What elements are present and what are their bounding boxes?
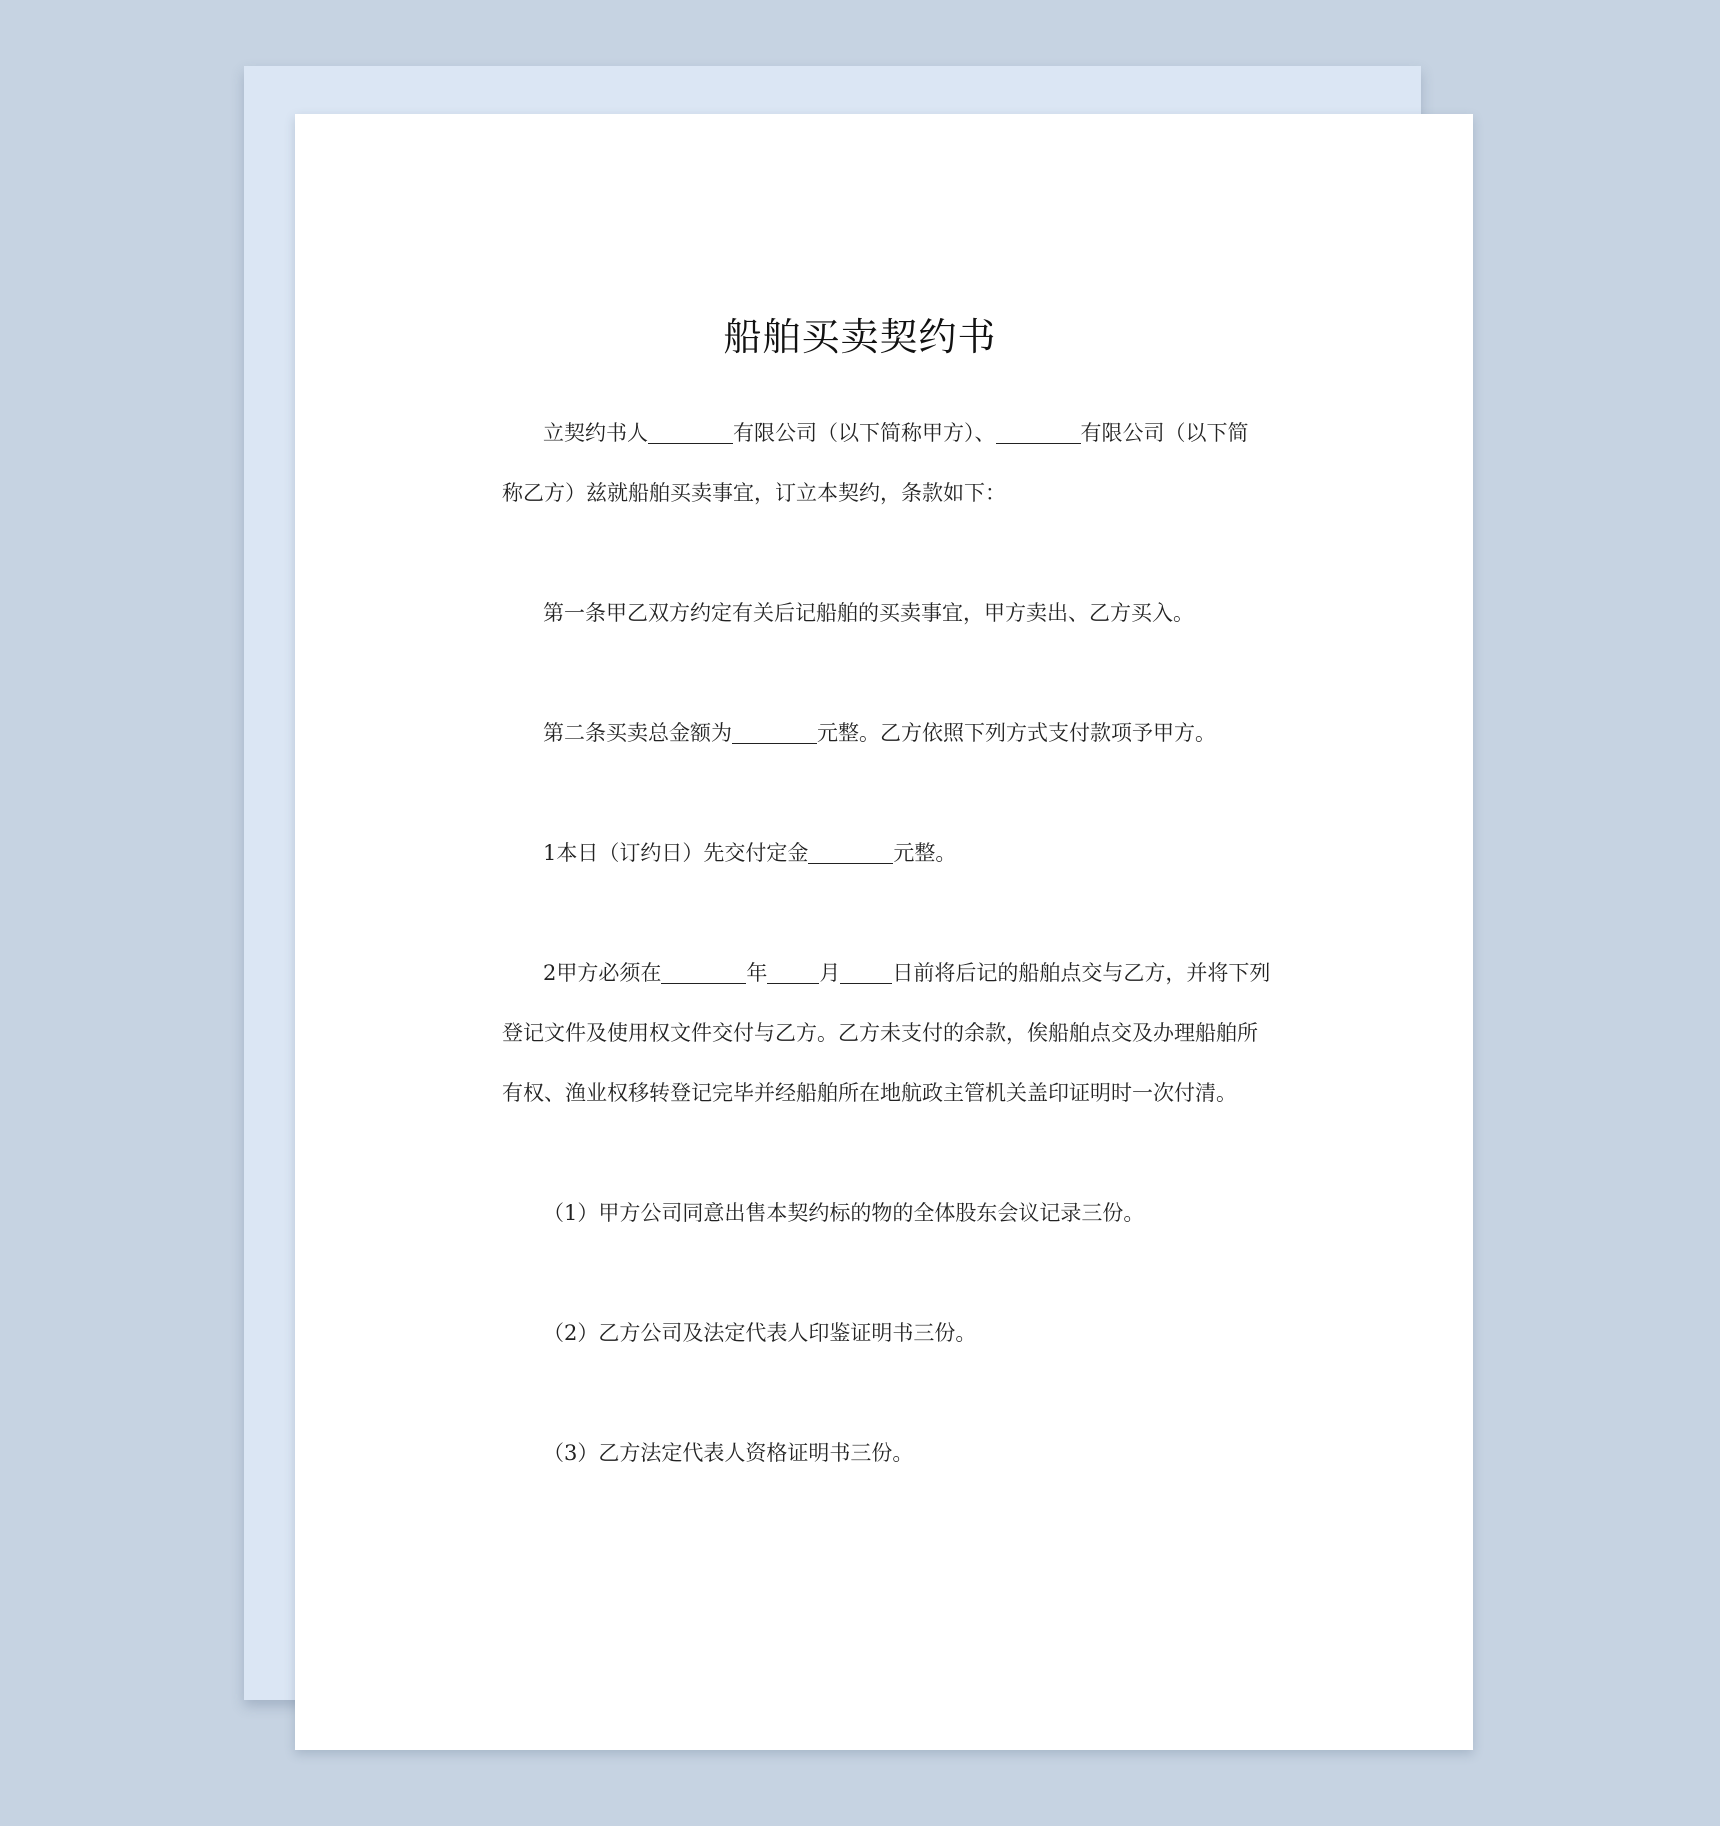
item-2-text-d: 日前将后记的船舶点交与乙方，并将下列 [892,961,1271,985]
article-1: 第一条甲乙双方约定有关后记船舶的买卖事宜，甲方卖出、乙方买入。 [543,601,1194,625]
sub-item-2: （2）乙方公司及法定代表人印鉴证明书三份。 [543,1321,977,1345]
sub-item-3: （3）乙方法定代表人资格证明书三份。 [543,1441,914,1465]
intro-text-b: 有限公司（以下简称甲方）、 [733,421,996,445]
intro-line-1 [543,418,1249,448]
item-2-line-3: 有权、渔业权移转登记完毕并经船舶所在地航政主管机关盖印证明时一次付清。 [502,1081,1237,1105]
article-2-text-a: 第二条买卖总金额为 [543,721,732,745]
intro-line-2: 称乙方）兹就船舶买卖事宜，订立本契约，条款如下： [502,481,1006,505]
article-2-text-b: 元整。乙方依照下列方式支付款项予甲方。 [817,721,1216,745]
party-a-blank [648,423,733,444]
month-label: 月 [819,961,841,985]
item-1 [543,838,956,868]
party-b-blank [996,423,1081,444]
document-title: 船舶买卖契约书 [723,315,997,359]
item-1-text-a: 1本日（订约日）先交付定金 [543,841,809,865]
item-1-text-b: 元整。 [893,841,957,865]
day-blank [840,963,892,984]
year-label: 年 [746,961,768,985]
sub-item-1: （1）甲方公司同意出售本契约标的物的全体股东会议记录三份。 [543,1201,1145,1225]
total-amount-blank [732,723,817,744]
item-2-line-1 [543,958,1270,988]
article-2 [543,718,1216,748]
intro-text-a: 立契约书人 [543,421,648,445]
item-2-text-a: 2甲方必须在 [543,961,662,985]
item-2-line-2: 登记文件及使用权文件交付与乙方。乙方未支付的余款，俟船舶点交及办理船舶所 [502,1021,1258,1045]
intro-text-c: 有限公司（以下简 [1080,421,1249,445]
month-blank [767,963,819,984]
deposit-amount-blank [808,843,893,864]
year-blank [661,963,746,984]
